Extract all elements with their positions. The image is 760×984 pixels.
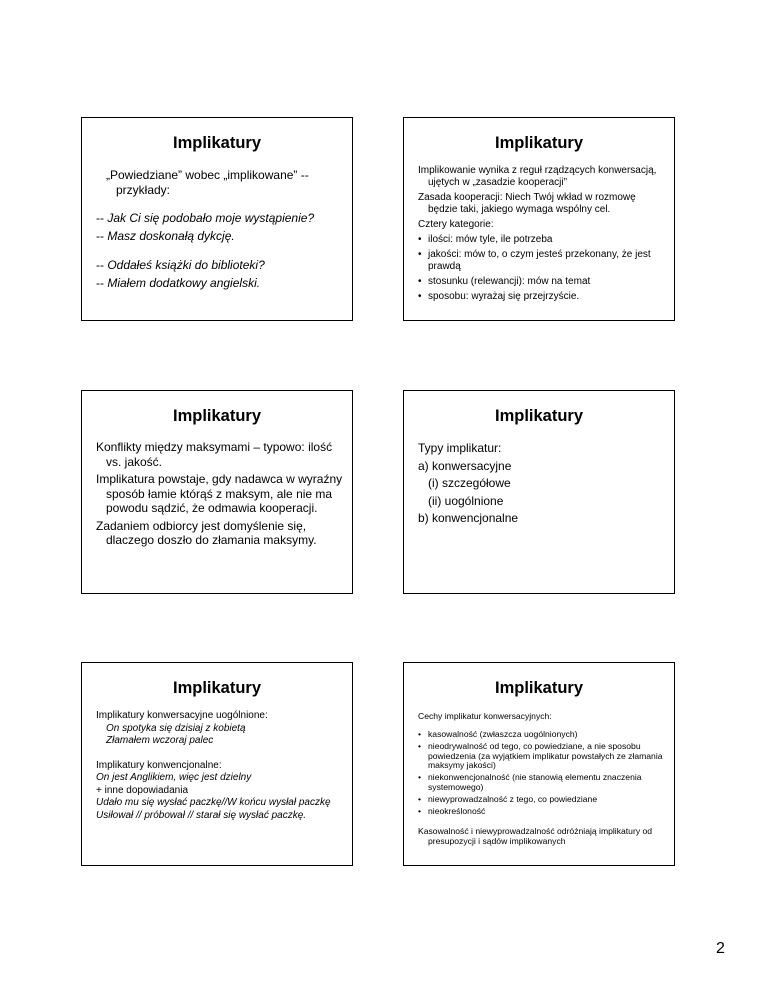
slide-line: b) konwencjonalne — [418, 511, 519, 525]
slide-line: On jest Anglikiem, więc jest dzielny — [96, 772, 252, 783]
slide-line: Złamałem wczoraj palec — [106, 735, 214, 746]
bullet-item: • sposobu: wyrażaj się przejrzyście. — [428, 291, 666, 303]
slide-line: Usiłował // próbował // starał się wysłać paczkę. — [96, 809, 307, 821]
slide-paragraph: Implikatura powstaje, gdy nadawca w wyraźny sposób łamie którąś z maksym, ale nie ma powodu sądzić, że odmawia kooperacji. — [96, 472, 343, 515]
example-line: -- Miałem dodatkowy angielski. — [96, 275, 261, 290]
slide-4 — [403, 390, 675, 594]
slide-line: (i) szczegółowe — [428, 476, 511, 490]
slide-paragraph: Implikowanie wynika z reguł rządzących konwersacją, ujętych w „zasadzie kooperacji” — [418, 165, 657, 188]
bullet-item: • ilości: mów tyle, ile potrzeba — [428, 234, 666, 246]
slide-line: Implikatury konwersacyjne uogólnione: — [96, 710, 268, 721]
slide-paragraph: Konflikty między maksymami – typowo: ilość vs. jakość. — [96, 440, 333, 469]
slide-paragraph: Cztery kategorie: — [418, 219, 494, 230]
slide-paragraph: Zadaniem odbiorcy jest domyślenie się, dlaczego doszło do złamania maksymy. — [96, 518, 317, 547]
slide-body — [96, 168, 342, 290]
example-line: -- Jak Ci się podobało moje wystąpienie? — [96, 211, 315, 225]
bullet-item: • niekonwencjonalność (nie stanowią elementu znaczenia systemowego) — [428, 773, 664, 793]
slide-title: Implikatury — [172, 407, 262, 425]
bullet-item: • nieodrywalność od tego, co powiedziane, a nie sposobu powiedzenia (za wyjątkiem implikatur powstałych ze złamania maksymy jakości) — [428, 742, 664, 771]
slide-body — [418, 711, 664, 846]
slide-line: Typy implikatur: — [418, 441, 502, 455]
slide-line: Udało mu się wysłać paczkę//W końcu wysłał paczkę — [96, 797, 331, 808]
bullet-item: • nieokreśloność — [428, 807, 664, 817]
slide-body — [418, 440, 664, 528]
slide-3 — [81, 390, 353, 594]
slide-title: Implikatury — [494, 679, 584, 697]
slide-5 — [81, 662, 353, 866]
slide-intro: „Powiedziane” wobec „implikowane” -- przykłady: — [106, 168, 309, 197]
slide-body — [418, 165, 666, 303]
slide-title: Implikatury — [172, 134, 262, 152]
bullet-item: • stosunku (relewancji): mów na temat — [428, 276, 666, 288]
bullet-item: • niewyprowadzalność z tego, co powiedziane — [428, 795, 664, 805]
slide-line: + inne dopowiadania — [96, 784, 189, 796]
page-number: 2 — [716, 940, 725, 957]
slide-line: (ii) uogólnione — [428, 493, 504, 508]
bullet-item: • kasowalność (zwłaszcza uogólnionych) — [428, 730, 664, 740]
bullet-item: • jakości: mów to, o czym jesteś przekonany, że jest prawdą — [428, 249, 666, 273]
slide-intro: Cechy implikatur konwersacyjnych: — [418, 711, 552, 721]
slide-outro: Kasowalność i niewyprowadzalność odróżniają implikatury od presupozycji i sądów implikowanych — [418, 826, 653, 847]
slide-line: Implikatury konwencjonalne: — [96, 759, 222, 771]
slide-body — [96, 710, 344, 822]
example-line: -- Oddałeś książki do biblioteki? — [96, 258, 265, 272]
slide-6 — [403, 662, 675, 866]
slide-2 — [403, 117, 675, 321]
slide-1 — [81, 117, 353, 321]
slide-title: Implikatury — [494, 407, 584, 425]
slide-body — [96, 440, 344, 548]
slide-line: On spotyka się dzisiaj z kobietą — [106, 722, 246, 734]
slide-title: Implikatury — [494, 134, 584, 152]
example-line: -- Masz doskonałą dykcję. — [96, 228, 235, 243]
slide-title: Implikatury — [172, 679, 262, 697]
slide-paragraph: Zasada kooperacji: Niech Twój wkład w rozmowę będzie taki, jakiego wymaga wspólny cel. — [418, 192, 636, 215]
slide-line: a) konwersacyjne — [418, 458, 512, 473]
